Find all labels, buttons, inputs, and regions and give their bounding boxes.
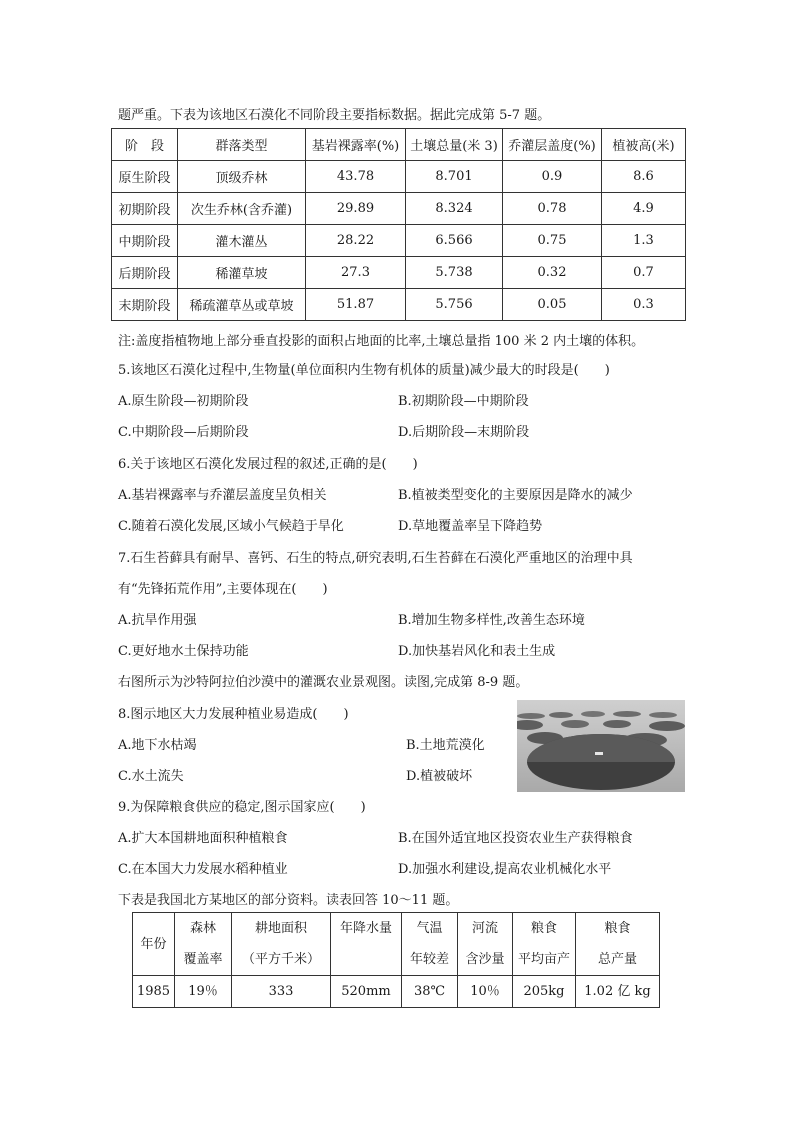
table-cell: 520mm: [331, 976, 402, 1008]
q7-option-d: D.加快基岩风化和表土生成: [398, 644, 556, 659]
q6-option-b: B.植被类型变化的主要原因是降水的减少: [398, 488, 633, 503]
header-line: 覆盖率: [183, 952, 223, 967]
table-cell: 29.89: [306, 193, 406, 225]
intro-text: 题严重。下表为该地区石漠化不同阶段主要指标数据。据此完成第 5-7 题。: [118, 108, 551, 123]
header-line: 粮食: [530, 921, 557, 936]
table-cell: 0.05: [503, 289, 602, 321]
q8-option-d: D.植被破坏: [406, 769, 473, 784]
table-cell: 51.87: [306, 289, 406, 321]
table-cell: 后期阶段: [112, 257, 178, 289]
q6-option-a: A.基岩裸露率与乔灌层盖度呈负相关: [118, 488, 327, 503]
table-cell: 0.7: [602, 257, 686, 289]
header-line: 含沙量: [465, 952, 505, 967]
header-cell: [232, 913, 331, 976]
question-8-stem: 8.图示地区大力发展种植业易造成( ): [118, 707, 349, 722]
header-cell: [402, 913, 458, 976]
table-cell: 0.9: [503, 161, 602, 193]
q5-option-d: D.后期阶段—末期阶段: [398, 425, 530, 440]
table-cell: 0.32: [503, 257, 602, 289]
table-cell: 初期阶段: [112, 193, 178, 225]
table-row: [112, 289, 686, 321]
table-cell: 稀灌草坡: [178, 257, 306, 289]
table-header-row: [133, 913, 660, 976]
intro-q10-11: 下表是我国北方某地区的部分资料。读表回答 10～11 题。: [118, 893, 459, 908]
table-cell: 1985: [133, 976, 175, 1008]
q7-option-a: A.抗旱作用强: [118, 613, 197, 628]
table-cell: 中期阶段: [112, 225, 178, 257]
table-stages: [111, 128, 686, 321]
header-line: 耕地面积: [254, 921, 307, 936]
q9-option-b: B.在国外适宜地区投资农业生产获得粮食: [398, 831, 633, 846]
q7-option-c: C.更好地水土保持功能: [118, 644, 249, 659]
table-cell: 8.324: [406, 193, 503, 225]
table-note: 注:盖度指植物地上部分垂直投影的面积占地面的比率,土壤总量指 100 米 2 内土壤的体积。: [118, 334, 645, 349]
q5-option-b: B.初期阶段—中期阶段: [398, 394, 529, 409]
table-cell: 205kg: [513, 976, 576, 1008]
header-cell: 植被高(米): [602, 129, 686, 161]
header-cell: 阶 段: [112, 129, 178, 161]
table-cell: 43.78: [306, 161, 406, 193]
q8-option-b: B.土地荒漠化: [406, 738, 485, 753]
table-cell: 顶级乔林: [178, 161, 306, 193]
question-5-stem: 5.该地区石漠化过程中,生物量(单位面积内生物有机体的质量)减少最大的时段是( ): [118, 363, 610, 378]
table-row: [112, 193, 686, 225]
table-row: [112, 257, 686, 289]
q8-option-c: C.水土流失: [118, 769, 184, 784]
header-cell: 群落类型: [178, 129, 306, 161]
header-line: 河流: [471, 921, 498, 936]
header-cell: 年份: [133, 913, 175, 976]
header-line: 粮食: [604, 921, 631, 936]
q6-option-d: D.草地覆盖率呈下降趋势: [398, 519, 543, 534]
table-cell: 6.566: [406, 225, 503, 257]
table-cell: 5.738: [406, 257, 503, 289]
table-cell: 19％: [175, 976, 232, 1008]
table-cell: 38℃: [402, 976, 458, 1008]
q8-option-a: A.地下水枯竭: [118, 738, 197, 753]
question-7-stem-line1: 7.石生苔藓具有耐旱、喜钙、石生的特点,研究表明,石生苔藓在石漠化严重地区的治理中具: [118, 551, 633, 566]
table-cell: 333: [232, 976, 331, 1008]
table-cell: 原生阶段: [112, 161, 178, 193]
header-cell: 基岩裸露率(%): [306, 129, 406, 161]
question-7-stem-line2: 有“先锋拓荒作用”,主要体现在( ): [118, 582, 328, 597]
header-line: 平均亩产: [517, 952, 570, 967]
table-cell: 28.22: [306, 225, 406, 257]
table-cell: 灌木灌丛: [178, 225, 306, 257]
table-cell: 0.3: [602, 289, 686, 321]
header-cell: [175, 913, 232, 976]
table-header-row: [112, 129, 686, 161]
header-line: 气温: [416, 921, 443, 936]
q7-option-b: B.增加生物多样性,改善生态环境: [398, 613, 585, 628]
header-cell: [513, 913, 576, 976]
table-cell: 稀疏灌草丛或草坡: [178, 289, 306, 321]
header-line: （平方千米）: [241, 952, 320, 967]
table-cell: 1.02 亿 kg: [576, 976, 660, 1008]
header-cell: 土壤总量(米 3): [406, 129, 503, 161]
table-cell: 次生乔林(含乔灌): [178, 193, 306, 225]
table-cell: 0.78: [503, 193, 602, 225]
header-cell: 年降水量: [331, 913, 402, 976]
table-cell: 5.756: [406, 289, 503, 321]
table-row: [112, 225, 686, 257]
table-cell: 10％: [458, 976, 513, 1008]
table-cell: 4.9: [602, 193, 686, 225]
header-cell: [458, 913, 513, 976]
header-cell: 乔灌层盖度(%): [503, 129, 602, 161]
header-cell: [576, 913, 660, 976]
question-6-stem: 6.关于该地区石漠化发展过程的叙述,正确的是( ): [118, 457, 418, 472]
q9-option-a: A.扩大本国耕地面积种植粮食: [118, 831, 288, 846]
q9-option-d: D.加强水利建设,提高农业机械化水平: [398, 862, 612, 877]
table-row: [112, 161, 686, 193]
q5-option-c: C.中期阶段—后期阶段: [118, 425, 249, 440]
header-line: 森林: [189, 921, 216, 936]
question-9-stem: 9.为保障粮食供应的稳定,图示国家应( ): [118, 800, 366, 815]
table-cell: 8.6: [602, 161, 686, 193]
q9-option-c: C.在本国大力发展水稻种植业: [118, 862, 288, 877]
irrigation-farmland-photo: [517, 700, 685, 792]
header-line: 总产量: [597, 952, 637, 967]
q6-option-c: C.随着石漠化发展,区域小气候趋于旱化: [118, 519, 344, 534]
table-cell: 27.3: [306, 257, 406, 289]
table-row: [133, 976, 660, 1008]
header-line: 年较差: [409, 952, 449, 967]
table-cell: 8.701: [406, 161, 503, 193]
table-region-data: [132, 912, 660, 1008]
table-cell: 末期阶段: [112, 289, 178, 321]
table-cell: 1.3: [602, 225, 686, 257]
intro-q8-9: 右图所示为沙特阿拉伯沙漠中的灌溉农业景观图。读图,完成第 8-9 题。: [118, 675, 529, 690]
table-cell: 0.75: [503, 225, 602, 257]
q5-option-a: A.原生阶段—初期阶段: [118, 394, 249, 409]
